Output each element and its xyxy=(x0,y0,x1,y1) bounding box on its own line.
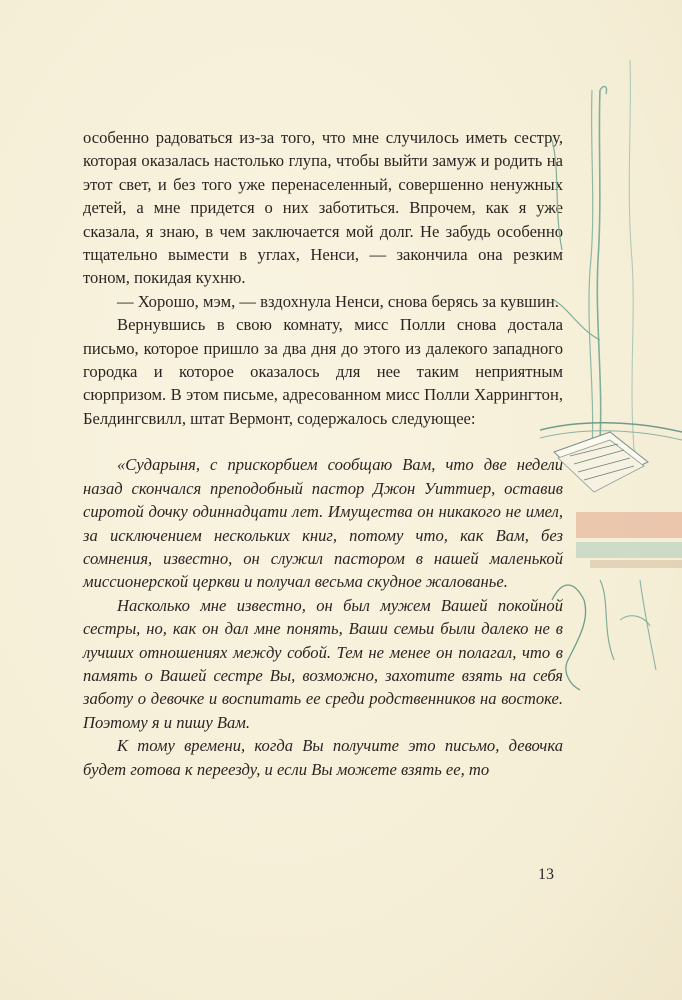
letter-paragraph: «Сударыня, с прискорбием сообщаю Вам, что две недели назад скончался преподобный пастор Джон Уиттиер, оставив сиротой дочку одиннадцати лет. Имущества он никакого не имел, за исключением нескольких книг, потому что, как Вам, без сомнения, известно, он служил пастором в нашей маленькой миссионерской церкви и получал весьма скудное жалованье. xyxy=(83,455,563,592)
body-text xyxy=(83,126,563,781)
letter-quote xyxy=(83,453,563,781)
page-number: 13 xyxy=(538,866,554,883)
letter-paragraph: К тому времени, когда Вы получите это письмо, девочка будет готова к переезду, и если Вы можете взять ее, то xyxy=(83,736,563,779)
margin-illustration xyxy=(540,60,682,700)
paragraph: особенно радоваться из-за того, что мне случилось иметь сестру, которая оказалась настолько глупа, чтобы выйти замуж и родить на этот свет, и без того уже перенаселенный, совершенно ненужных детей, а мне придется о них заботиться. Впрочем, как я уже сказала, я знаю, в чем заключается мой долг. Не забудь особенно тщательно вымести в углах, Ненси, — закончила она резким тоном, покидая кухню. xyxy=(83,128,563,288)
letter-paragraph: Насколько мне известно, он был мужем Вашей покойной сестры, но, как он дал мне понять, Ваши семьи были далеко не в лучших отношениях между собой. Тем не менее он полагал, что в память о Вашей сестре Вы, возможно, захотите взять на себя заботу о девочке и воспитать ее среди родственников на востоке. Поэтому я и пишу Вам. xyxy=(83,595,563,732)
paragraph: — Хорошо, мэм, — вздохнула Ненси, снова берясь за кувшин. xyxy=(117,291,559,311)
paragraph: Вернувшись в свою комнату, мисс Полли снова достала письмо, которое пришло за два дня до этого из далекого западного городка и которое оказалось для нее таким неприятным сюрпризом. В этом письме, адресованном мисс Полли Харрингтон, Белдингсвилл, штат Вермонт, содержалось следующее: xyxy=(83,315,563,428)
